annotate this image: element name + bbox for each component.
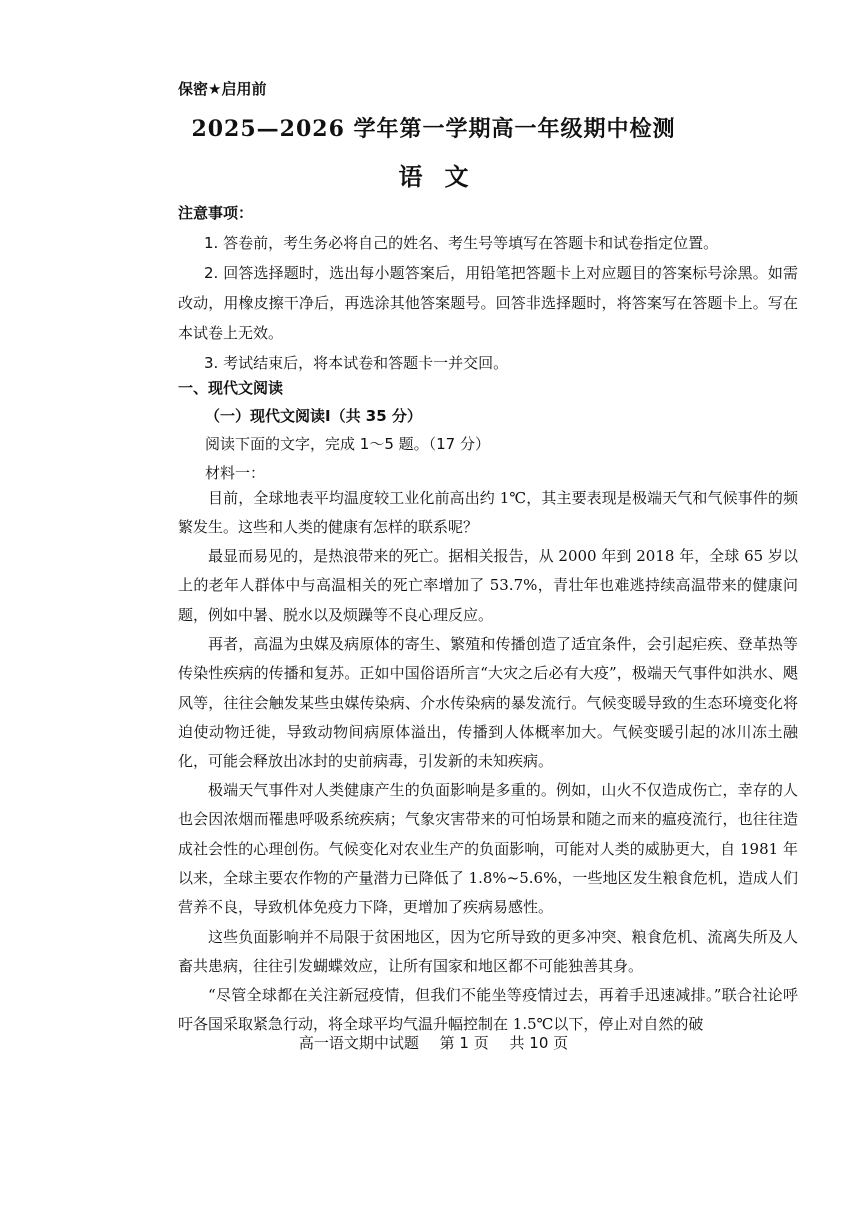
paragraph-2: 最显而易见的，是热浪带来的死亡。据相关报告，从 2000 年到 2018 年，全球 65 岁以上的老年人群体中与高温相关的死亡率增加了 53.7%，青壮年也难逃持续高温带来的健康问题，例如中暑、脱水以及烦躁等不良心理反应。 [178, 547, 798, 624]
notice-heading: 注意事项： [178, 204, 254, 222]
exam-title: 2025—2026 学年第一学期高一年级期中检测 [191, 116, 676, 142]
paragraph-6: “尽管全球都在关注新冠疫情，但我们不能坐等疫情过去，再着手迅速减排。”联合社论呼吁各国采取紧急行动，将全球平均气温升幅控制在 1.5℃以下，停止对自然的破 [178, 986, 798, 1034]
subject-title: 语文 [398, 162, 491, 191]
notice-item-3: 3. 考试结束后，将本试卷和答题卡一并交回。 [204, 354, 509, 372]
section-heading: 一、现代文阅读 [178, 379, 284, 397]
paragraph-4: 极端天气事件对人类健康产生的负面影响是多重的。例如，山火不仅造成伤亡，幸存的人也会因浓烟而罹患呼吸系统疾病；气象灾害带来的可怕场景和随之而来的瘟疫流行，也往往造成社会性的心理创伤。气候变化对农业生产的负面影响，可能对人类的威胁更大，自 1981 年以来，全球主要农作物的产量潜力已降低了 1.8%~5.6%，一些地区发生粮食危机，造成人们营养不良，导致机体免疫力下降，更增加了疾病易感性。 [178, 781, 798, 917]
reading-instruction: 阅读下面的文字，完成 1～5 题。（17 分） [205, 435, 490, 453]
page-footer [0, 1032, 867, 1053]
notice-item-1: 1. 答卷前，考生务必将自己的姓名、考生号等填写在答题卡和试卷指定位置。 [204, 234, 719, 252]
footer-exam-name: 高一语文期中试题 [298, 1034, 419, 1052]
paragraph-5: 这些负面影响并不局限于贫困地区，因为它所导致的更多冲突、粮食危机、流离失所及人畜共患病，往往引发蝴蝶效应，让所有国家和地区都不可能独善其身。 [178, 928, 798, 976]
paragraph-1: 目前，全球地表平均温度较工业化前高出约 1℃，其主要表现是极端天气和气候事件的频繁发生。这些和人类的健康有怎样的联系呢？ [178, 489, 798, 537]
subsection-heading: （一）现代文阅读Ⅰ（共 35 分） [205, 407, 422, 425]
footer-total-pages: 共 10 页 [509, 1034, 569, 1052]
material-label: 材料一： [205, 464, 266, 482]
footer-page-number: 第 1 页 [439, 1034, 489, 1052]
paragraph-3: 再者，高温为虫媒及病原体的寄生、繁殖和传播创造了适宜条件，会引起疟疾、登革热等传染性疾病的传播和复苏。正如中国俗语所言“大灾之后必有大疫”，极端天气事件如洪水、飓风等，往往会触发某些虫媒传染病、介水传染病的暴发流行。气候变暖导致的生态环境变化将迫使动物迁徙，导致动物间病原体溢出，传播到人体概率加大。气候变暖引起的冰川冻土融化，可能会释放出冰封的史前病毒，引发新的未知疾病。 [178, 635, 798, 771]
notice-item-2: 2. 回答选择题时，选出每小题答案后，用铅笔把答题卡上对应题目的答案标号涂黑。如需改动，用橡皮擦干净后，再选涂其他答案题号。回答非选择题时，将答案写在答题卡上。写在本试卷上无效。 [178, 264, 798, 342]
confidential-mark: 保密★启用前 [178, 80, 267, 98]
